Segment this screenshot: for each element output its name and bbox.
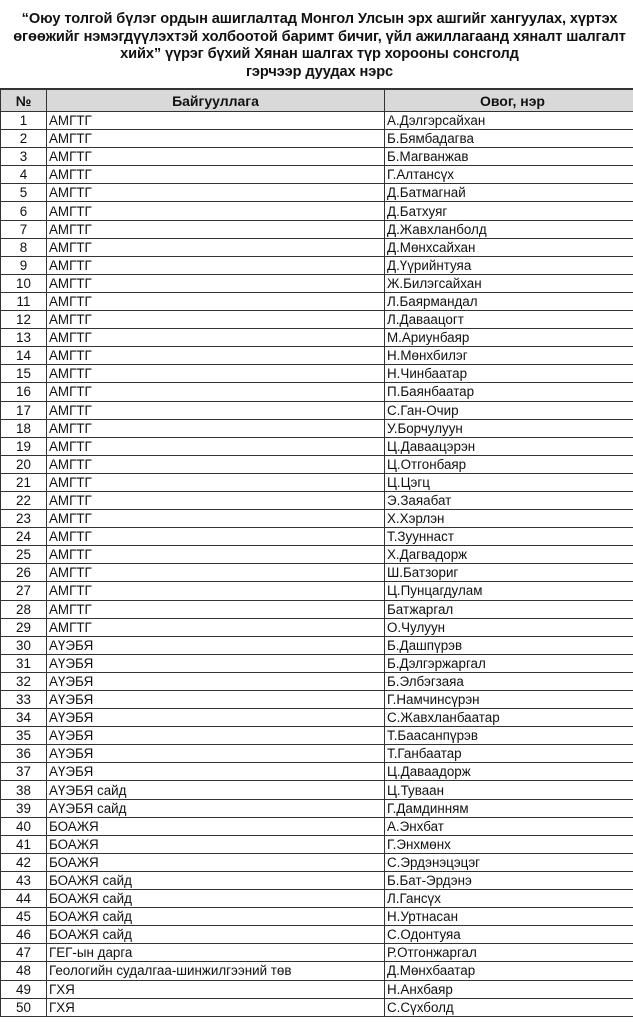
- row-organization: АМГТГ: [47, 546, 385, 564]
- row-person-name: О.Чулуун: [385, 618, 633, 636]
- row-person-name: Б.Элбэгзаяа: [385, 672, 633, 690]
- row-number: 23: [1, 510, 47, 528]
- table-row: [1, 112, 633, 130]
- table-row: [1, 383, 633, 401]
- row-person-name: Н.Чинбаатар: [385, 365, 633, 383]
- row-person-name: Б.Бат-Эрдэнэ: [385, 871, 633, 889]
- row-organization: АМГТГ: [47, 112, 385, 130]
- row-number: 21: [1, 473, 47, 491]
- row-number: 14: [1, 347, 47, 365]
- row-person-name: С.Сүхболд: [385, 998, 633, 1016]
- row-number: 8: [1, 238, 47, 256]
- row-number: 32: [1, 672, 47, 690]
- row-organization: АМГТГ: [47, 130, 385, 148]
- table-row: [1, 202, 633, 220]
- table-row: [1, 636, 633, 654]
- table-row: [1, 691, 633, 709]
- row-person-name: Б.Дэлгэржаргал: [385, 654, 633, 672]
- row-organization: БОАЖЯ сайд: [47, 926, 385, 944]
- row-number: 42: [1, 853, 47, 871]
- row-organization: АҮЭБЯ: [47, 636, 385, 654]
- row-number: 19: [1, 437, 47, 455]
- row-number: 15: [1, 365, 47, 383]
- table-row: [1, 654, 633, 672]
- table-row: [1, 980, 633, 998]
- header-number: №: [1, 89, 47, 112]
- table-row: [1, 835, 633, 853]
- table-row: [1, 817, 633, 835]
- row-organization: АҮЭБЯ: [47, 691, 385, 709]
- row-number: 24: [1, 528, 47, 546]
- row-number: 44: [1, 890, 47, 908]
- row-number: 40: [1, 817, 47, 835]
- row-person-name: А.Энхбат: [385, 817, 633, 835]
- table-row: [1, 781, 633, 799]
- table-row: [1, 618, 633, 636]
- row-number: 1: [1, 112, 47, 130]
- row-organization: АМГТГ: [47, 202, 385, 220]
- row-person-name: Ш.Батзориг: [385, 564, 633, 582]
- row-organization: АМГТГ: [47, 528, 385, 546]
- row-number: 17: [1, 401, 47, 419]
- table-row: [1, 564, 633, 582]
- row-person-name: Ц.Отгонбаяр: [385, 455, 633, 473]
- title-line-1: “Оюу толгой бүлэг ордын ашиглалтад Монгол Улсын эрх ашгийг хангуулах, хүртэх: [21, 11, 618, 27]
- row-person-name: Н.Уртнасан: [385, 908, 633, 926]
- row-organization: АҮЭБЯ: [47, 709, 385, 727]
- row-organization: АҮЭБЯ: [47, 727, 385, 745]
- row-number: 4: [1, 166, 47, 184]
- row-organization: АМГТГ: [47, 437, 385, 455]
- row-organization: АМГТГ: [47, 491, 385, 509]
- table-row: [1, 962, 633, 980]
- row-organization: АҮЭБЯ сайд: [47, 799, 385, 817]
- row-number: 45: [1, 908, 47, 926]
- row-person-name: Д.Жавхланболд: [385, 220, 633, 238]
- row-person-name: Г.Алтансүх: [385, 166, 633, 184]
- row-number: 34: [1, 709, 47, 727]
- row-person-name: Т.Зууннаст: [385, 528, 633, 546]
- table-row: [1, 130, 633, 148]
- row-person-name: М.Ариунбаяр: [385, 329, 633, 347]
- row-number: 2: [1, 130, 47, 148]
- row-organization: АҮЭБЯ: [47, 672, 385, 690]
- row-organization: АМГТГ: [47, 311, 385, 329]
- row-organization: АМГТГ: [47, 238, 385, 256]
- row-number: 28: [1, 600, 47, 618]
- row-number: 7: [1, 220, 47, 238]
- table-row: [1, 727, 633, 745]
- title-line-3: хийх” үүрэг бүхий Хянан шалгах түр хорооны сонсголд: [120, 46, 519, 62]
- table-row: [1, 890, 633, 908]
- title-line-2: өгөөжийг нэмэгдүүлэхтэй холбоотой баримт бичиг, үйл ажиллагаанд хяналт шалгалт: [13, 28, 626, 45]
- row-organization: АҮЭБЯ сайд: [47, 781, 385, 799]
- row-person-name: Л.Баярмандал: [385, 292, 633, 310]
- row-person-name: Х.Хэрлэн: [385, 510, 633, 528]
- row-person-name: Б.Дашпүрэв: [385, 636, 633, 654]
- row-number: 39: [1, 799, 47, 817]
- row-person-name: У.Борчулуун: [385, 419, 633, 437]
- row-number: 13: [1, 329, 47, 347]
- row-organization: Геологийн судалгаа-шинжилгээний төв: [47, 962, 385, 980]
- row-person-name: Х.Дагвадорж: [385, 546, 633, 564]
- row-number: 3: [1, 148, 47, 166]
- row-person-name: С.Эрдэнэцэцэг: [385, 853, 633, 871]
- row-organization: БОАЖЯ сайд: [47, 871, 385, 889]
- row-number: 27: [1, 582, 47, 600]
- row-person-name: Т.Ганбаатар: [385, 745, 633, 763]
- table-row: [1, 853, 633, 871]
- row-person-name: Р.Отгонжаргал: [385, 944, 633, 962]
- row-organization: АҮЭБЯ: [47, 654, 385, 672]
- row-number: 18: [1, 419, 47, 437]
- row-organization: АМГТГ: [47, 166, 385, 184]
- row-person-name: Ж.Билэгсайхан: [385, 274, 633, 292]
- row-number: 6: [1, 202, 47, 220]
- row-organization: АМГТГ: [47, 419, 385, 437]
- row-organization: АҮЭБЯ: [47, 745, 385, 763]
- row-number: 10: [1, 274, 47, 292]
- row-number: 20: [1, 455, 47, 473]
- row-organization: БОАЖЯ: [47, 853, 385, 871]
- row-person-name: Ц.Пунцагдулам: [385, 582, 633, 600]
- table-row: [1, 546, 633, 564]
- row-organization: АҮЭБЯ: [47, 763, 385, 781]
- row-person-name: Д.Батмагнай: [385, 184, 633, 202]
- row-number: 37: [1, 763, 47, 781]
- table-row: [1, 871, 633, 889]
- table-row: [1, 455, 633, 473]
- row-organization: АМГТГ: [47, 292, 385, 310]
- table-row: [1, 944, 633, 962]
- table-row: [1, 166, 633, 184]
- table-row: [1, 184, 633, 202]
- table-row: [1, 292, 633, 310]
- table-row: [1, 401, 633, 419]
- table-row: [1, 238, 633, 256]
- row-organization: АМГТГ: [47, 600, 385, 618]
- table-row: [1, 528, 633, 546]
- title-line-4: гэрчээр дуудах нэрс: [245, 63, 394, 80]
- table-row: [1, 256, 633, 274]
- table-row: [1, 600, 633, 618]
- row-number: 35: [1, 727, 47, 745]
- row-number: 16: [1, 383, 47, 401]
- row-number: 12: [1, 311, 47, 329]
- table-row: [1, 998, 633, 1016]
- table-row: [1, 672, 633, 690]
- row-number: 50: [1, 998, 47, 1016]
- table-row: [1, 908, 633, 926]
- table-row: [1, 274, 633, 292]
- table-row: [1, 329, 633, 347]
- row-number: 47: [1, 944, 47, 962]
- row-number: 11: [1, 292, 47, 310]
- row-organization: АМГТГ: [47, 347, 385, 365]
- row-person-name: Э.Заяабат: [385, 491, 633, 509]
- row-number: 46: [1, 926, 47, 944]
- table-row: [1, 311, 633, 329]
- row-person-name: Ц.Даваацэрэн: [385, 437, 633, 455]
- row-person-name: Ц.Цэгц: [385, 473, 633, 491]
- row-organization: ГХЯ: [47, 980, 385, 998]
- row-organization: БОАЖЯ сайд: [47, 890, 385, 908]
- row-organization: АМГТГ: [47, 510, 385, 528]
- row-organization: БОАЖЯ: [47, 835, 385, 853]
- row-person-name: Т.Баасанпүрэв: [385, 727, 633, 745]
- row-person-name: Д.Батхуяг: [385, 202, 633, 220]
- row-organization: АМГТГ: [47, 274, 385, 292]
- row-number: 22: [1, 491, 47, 509]
- table-row: [1, 510, 633, 528]
- row-number: 36: [1, 745, 47, 763]
- row-number: 9: [1, 256, 47, 274]
- document-title: [0, 0, 633, 80]
- row-number: 29: [1, 618, 47, 636]
- table-row: [1, 148, 633, 166]
- table-row: [1, 437, 633, 455]
- table-row: [1, 763, 633, 781]
- table-row: [1, 220, 633, 238]
- row-person-name: Ц.Даваадорж: [385, 763, 633, 781]
- row-number: 5: [1, 184, 47, 202]
- table-row: [1, 347, 633, 365]
- row-organization: ГХЯ: [47, 998, 385, 1016]
- row-number: 31: [1, 654, 47, 672]
- row-person-name: Г.Энхмөнх: [385, 835, 633, 853]
- row-number: 25: [1, 546, 47, 564]
- row-person-name: А.Дэлгэрсайхан: [385, 112, 633, 130]
- row-person-name: П.Баянбаатар: [385, 383, 633, 401]
- row-person-name: Л.Гансүх: [385, 890, 633, 908]
- row-person-name: Д.Мөнхбаатар: [385, 962, 633, 980]
- row-organization: АМГТГ: [47, 329, 385, 347]
- table-row: [1, 799, 633, 817]
- row-organization: АМГТГ: [47, 455, 385, 473]
- row-person-name: С.Жавхланбаатар: [385, 709, 633, 727]
- row-organization: АМГТГ: [47, 473, 385, 491]
- row-person-name: С.Ган-Очир: [385, 401, 633, 419]
- table-row: [1, 745, 633, 763]
- table-row: [1, 473, 633, 491]
- row-organization: АМГТГ: [47, 564, 385, 582]
- row-number: 43: [1, 871, 47, 889]
- table-row: [1, 582, 633, 600]
- row-number: 26: [1, 564, 47, 582]
- row-organization: ГЕГ-ын дарга: [47, 944, 385, 962]
- row-person-name: Ц.Туваан: [385, 781, 633, 799]
- row-organization: БОАЖЯ сайд: [47, 908, 385, 926]
- header-organization: Байгууллага: [47, 89, 385, 112]
- witness-table: [0, 88, 633, 1017]
- row-organization: АМГТГ: [47, 365, 385, 383]
- row-organization: БОАЖЯ: [47, 817, 385, 835]
- row-organization: АМГТГ: [47, 618, 385, 636]
- table-body: [1, 112, 633, 1017]
- row-organization: АМГТГ: [47, 148, 385, 166]
- header-name: Овог, нэр: [385, 89, 633, 112]
- row-number: 41: [1, 835, 47, 853]
- row-number: 30: [1, 636, 47, 654]
- row-organization: АМГТГ: [47, 220, 385, 238]
- row-number: 38: [1, 781, 47, 799]
- document-title-box: [0, 0, 633, 88]
- row-number: 33: [1, 691, 47, 709]
- row-person-name: Л.Даваацогт: [385, 311, 633, 329]
- table-row: [1, 709, 633, 727]
- row-organization: АМГТГ: [47, 582, 385, 600]
- table-row: [1, 926, 633, 944]
- table-row: [1, 419, 633, 437]
- table-row: [1, 365, 633, 383]
- row-organization: АМГТГ: [47, 256, 385, 274]
- row-person-name: Н.Анхбаяр: [385, 980, 633, 998]
- row-person-name: Д.Үүрийнтуяа: [385, 256, 633, 274]
- row-person-name: Г.Дамдинням: [385, 799, 633, 817]
- row-person-name: Д.Мөнхсайхан: [385, 238, 633, 256]
- row-organization: АМГТГ: [47, 383, 385, 401]
- row-person-name: Батжаргал: [385, 600, 633, 618]
- row-number: 49: [1, 980, 47, 998]
- table-header-row: [1, 89, 633, 112]
- row-person-name: Г.Намчинсүрэн: [385, 691, 633, 709]
- row-organization: АМГТГ: [47, 401, 385, 419]
- row-person-name: Н.Мөнхбилэг: [385, 347, 633, 365]
- row-person-name: С.Одонтуяа: [385, 926, 633, 944]
- row-person-name: Б.Бямбадагва: [385, 130, 633, 148]
- table-row: [1, 491, 633, 509]
- row-person-name: Б.Магванжав: [385, 148, 633, 166]
- row-number: 48: [1, 962, 47, 980]
- row-organization: АМГТГ: [47, 184, 385, 202]
